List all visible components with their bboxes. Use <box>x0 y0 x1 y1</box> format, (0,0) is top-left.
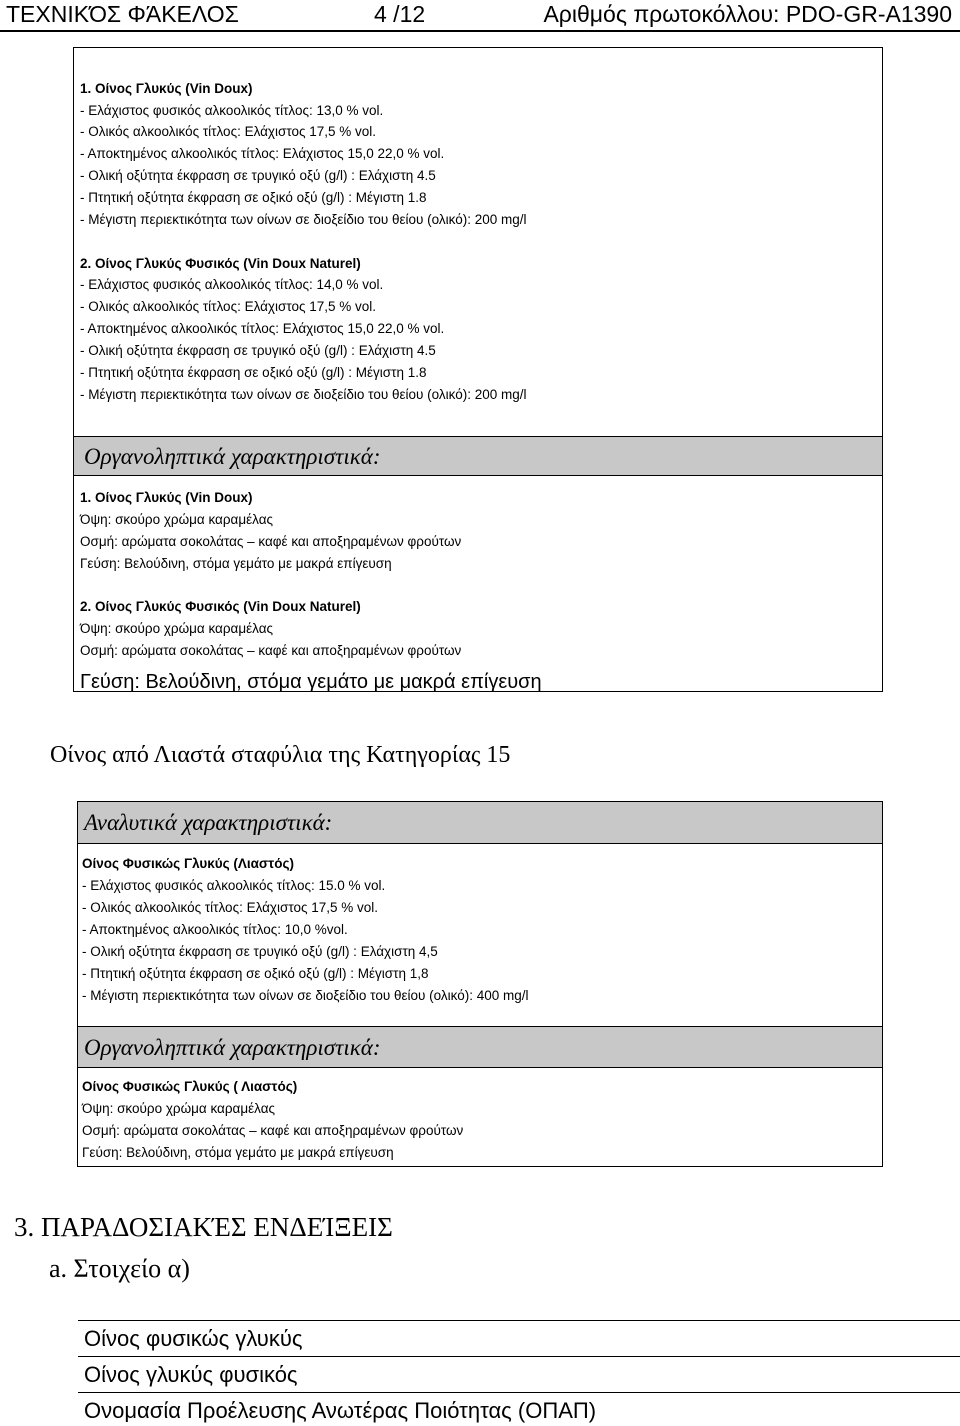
category15-organoleptic-line: Όψη: σκούρο χρώμα καραμέλας <box>82 1101 276 1116</box>
category15-analytic-title: Οίνος Φυσικώς Γλυκύς (Λιαστός) <box>82 856 294 871</box>
category15-analytic-line: - Μέγιστη περιεκτικότητα των οίνων σε διοξείδιο του θείου (ολικό): 400 mg/l <box>82 988 529 1003</box>
organoleptic-item1-line: Όψη: σκούρο χρώμα καραμέλας <box>80 512 274 527</box>
category15-analytic-line: - Ολικός αλκοολικός τίτλος: Ελάχιστος 17,5 % vol. <box>82 900 379 915</box>
item1-line: - Μέγιστη περιεκτικότητα των οίνων σε διοξείδιο του θείου (ολικό): 200 mg/l <box>80 212 527 227</box>
organoleptic-item2-line: Οσμή: αρώματα σοκολάτας – καφέ και αποξηραμένων φρούτων <box>80 643 462 658</box>
organoleptic-item1-line: Γεύση: Βελούδινη, στόμα γεμάτο με μακρά επίγευση <box>80 556 392 571</box>
category15-heading: Οίνος από Λιαστά σταφύλια της Κατηγορίας 15 <box>50 742 511 768</box>
traditional-terms-table <box>78 1320 960 1426</box>
item1-line: - Ολικός αλκοολικός τίτλος: Ελάχιστος 17,5 % vol. <box>80 124 377 139</box>
organoleptic-item1-line: Οσμή: αρώματα σοκολάτας – καφέ και αποξηραμένων φρούτων <box>80 534 462 549</box>
section3-heading: 3. ΠΑΡΑΔΟΣΙΑΚΈΣ ΕΝΔΕΊΞΕΙΣ <box>14 1212 393 1242</box>
item1-line: - Ελάχιστος φυσικός αλκοολικός τίτλος: 13,0 % vol. <box>80 103 384 118</box>
category15-analytic-line: - Πτητική οξύτητα έκφραση σε οξικό οξύ (g/l) : Μέγιστη 1,8 <box>82 966 429 981</box>
protocol-number: Αριθμός πρωτοκόλλου: PDO-GR-A1390 <box>543 1 952 27</box>
organoleptic-item2-title: 2. Οίνος Γλυκύς Φυσικός (Vin Doux Naturel) <box>80 599 361 614</box>
item1-line: - Αποκτημένος αλκοολικός τίτλος: Ελάχιστος 15,0 22,0 % vol. <box>80 146 445 161</box>
page-header <box>0 0 960 32</box>
organoleptic-band-category15: Οργανοληπτικά χαρακτηριστικά: <box>78 1026 882 1068</box>
category15-analytic-line: - Ελάχιστος φυσικός αλκοολικός τίτλος: 15.0 % vol. <box>82 878 386 893</box>
item2-line: - Ελάχιστος φυσικός αλκοολικός τίτλος: 14,0 % vol. <box>80 277 384 292</box>
table-cell: Οίνος φυσικώς γλυκύς <box>78 1321 960 1357</box>
document-title: ΤΕΧΝΙΚΌΣ ΦΆΚΕΛΟΣ <box>6 1 239 27</box>
item2-line: - Αποκτημένος αλκοολικός τίτλος: Ελάχιστος 15,0 22,0 % vol. <box>80 321 445 336</box>
organoleptic-item1-title: 1. Οίνος Γλυκύς (Vin Doux) <box>80 490 253 505</box>
item2-line: - Ολική οξύτητα έκφραση σε τρυγικό οξύ (g/l) : Ελάχιστη 4.5 <box>80 343 436 358</box>
category15-organoleptic-line: Οσμή: αρώματα σοκολάτας – καφέ και αποξηραμένων φρούτων <box>82 1123 464 1138</box>
organoleptic-item2-taste: Γεύση: Βελούδινη, στόμα γεμάτο με μακρά επίγευση <box>80 671 542 693</box>
item2-title: 2. Οίνος Γλυκύς Φυσικός (Vin Doux Naturel) <box>80 256 361 271</box>
category15-analytic-line: - Αποκτημένος αλκοολικός τίτλος: 10,0 %vol. <box>82 922 348 937</box>
item1-line: - Ολική οξύτητα έκφραση σε τρυγικό οξύ (g/l) : Ελάχιστη 4.5 <box>80 168 436 183</box>
organoleptic-item2-line: Όψη: σκούρο χρώμα καραμέλας <box>80 621 274 636</box>
item1-title: 1. Οίνος Γλυκύς (Vin Doux) <box>80 81 253 96</box>
category15-organoleptic-line: Γεύση: Βελούδινη, στόμα γεμάτο με μακρά επίγευση <box>82 1145 394 1160</box>
item1-line: - Πτητική οξύτητα έκφραση σε οξικό οξύ (g/l) : Μέγιστη 1.8 <box>80 190 427 205</box>
item2-line: - Μέγιστη περιεκτικότητα των οίνων σε διοξείδιο του θείου (ολικό): 200 mg/l <box>80 387 527 402</box>
table-row <box>78 1393 960 1426</box>
page-number: 4 /12 <box>374 1 426 27</box>
category15-organoleptic-title: Οίνος Φυσικώς Γλυκύς ( Λιαστός) <box>82 1079 298 1094</box>
item2-line: - Πτητική οξύτητα έκφραση σε οξικό οξύ (g/l) : Μέγιστη 1.8 <box>80 365 427 380</box>
table-row <box>78 1321 960 1357</box>
category15-analytic-line: - Ολική οξύτητα έκφραση σε τρυγικό οξύ (g/l) : Ελάχιστη 4,5 <box>82 944 438 959</box>
table-row <box>78 1357 960 1393</box>
section3-subheading: a. Στοιχείο α) <box>49 1254 190 1283</box>
analytic-band: Αναλυτικά χαρακτηριστικά: <box>78 802 882 844</box>
organoleptic-band: Οργανοληπτικά χαρακτηριστικά: <box>74 436 882 476</box>
table-cell: Ονομασία Προέλευσης Ανωτέρας Ποιότητας (ΟΠΑΠ) <box>78 1393 960 1426</box>
table-cell: Οίνος γλυκύς φυσικός <box>78 1357 960 1393</box>
item2-line: - Ολικός αλκοολικός τίτλος: Ελάχιστος 17,5 % vol. <box>80 299 377 314</box>
